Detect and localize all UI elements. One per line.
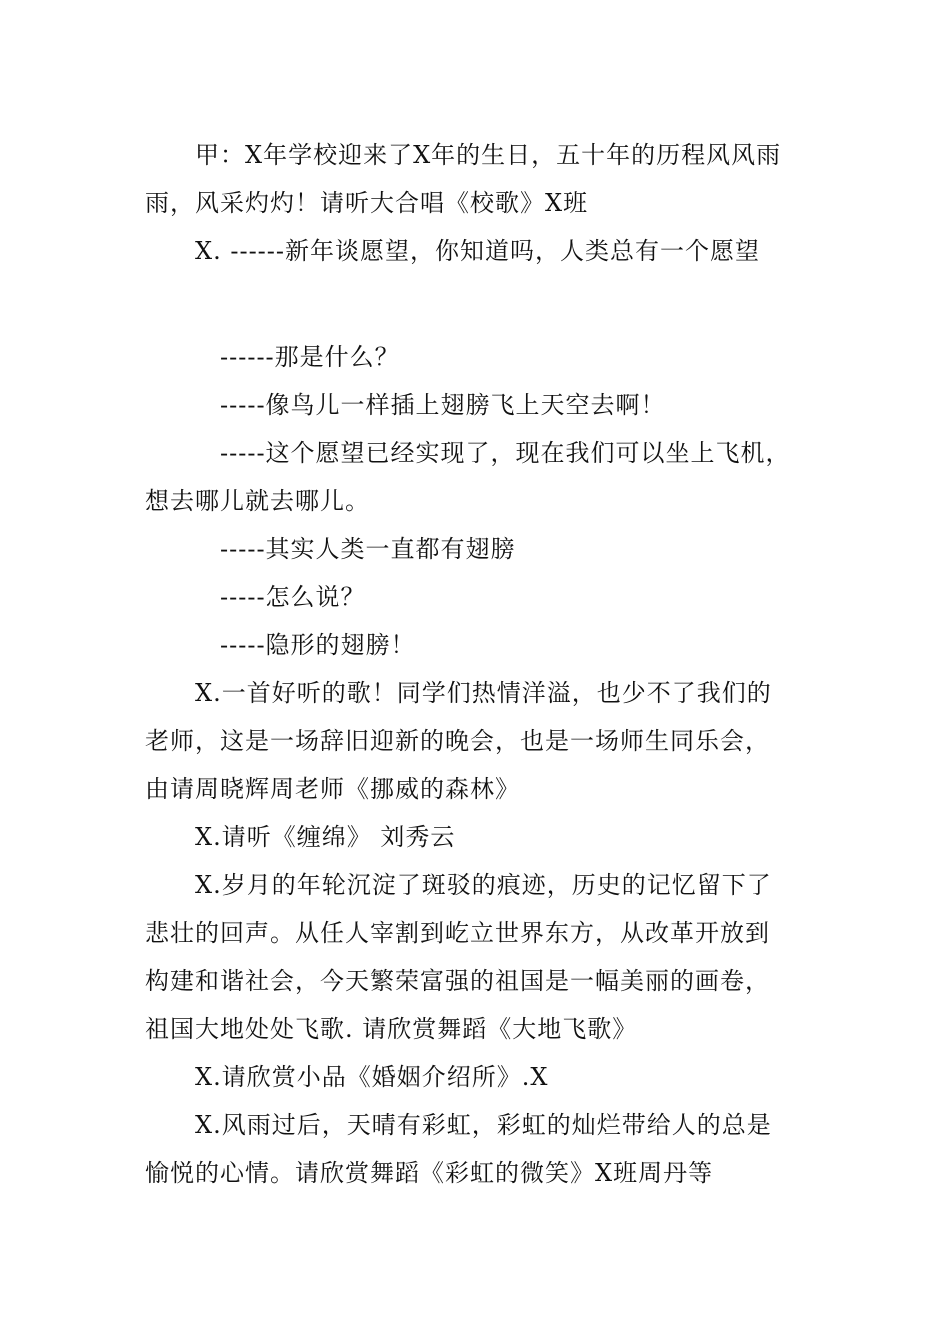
paragraph-line: X.岁月的年轮沉淀了斑驳的痕迹，历史的记忆留下了 [195, 871, 772, 899]
paragraph-line: 想去哪儿就去哪儿。 [145, 487, 370, 515]
dialogue-line: -----其实人类一直都有翅膀 [220, 535, 516, 563]
paragraph-line: X.风雨过后，天晴有彩虹，彩虹的灿烂带给人的总是 [195, 1111, 772, 1139]
document-body [145, 131, 807, 1197]
dialogue-line: -----隐形的翅膀！ [220, 631, 416, 659]
paragraph-line: 祖国大地处处飞歌. 请欣赏舞蹈《大地飞歌》 [145, 1015, 638, 1043]
dialogue-line: -----怎么说？ [220, 583, 366, 611]
paragraph-line: 雨，风采灼灼！请听大合唱《校歌》X班 [145, 189, 589, 217]
paragraph-line: 老师，这是一场辞旧迎新的晚会，也是一场师生同乐会， [145, 727, 770, 755]
blank-line [145, 275, 807, 333]
paragraph-line: 由请周晓辉周老师《挪威的森林》 [145, 775, 520, 803]
paragraph-line: 构建和谐社会，今天繁荣富强的祖国是一幅美丽的画卷， [145, 967, 770, 995]
paragraph-line: 甲：X年学校迎来了X年的生日，五十年的历程风风雨 [195, 141, 782, 169]
paragraph-line: 悲壮的回声。从任人宰割到屹立世界东方，从改革开放到 [145, 919, 770, 947]
paragraph-line: X. ------新年谈愿望，你知道吗，人类总有一个愿望 [195, 237, 760, 265]
paragraph-line: X.一首好听的歌！同学们热情洋溢，也少不了我们的 [195, 679, 772, 707]
paragraph-line: X.请欣赏小品《婚姻介绍所》.X [195, 1063, 549, 1091]
paragraph-line: 愉悦的心情。请欣赏舞蹈《彩虹的微笑》X班周丹等 [145, 1159, 714, 1187]
dialogue-line: ------那是什么？ [220, 343, 400, 371]
dialogue-line: -----这个愿望已经实现了，现在我们可以坐上飞机， [220, 439, 791, 467]
dialogue-line: -----像鸟儿一样插上翅膀飞上天空去啊！ [220, 391, 666, 419]
paragraph-line: X.请听《缠绵》 刘秀云 [195, 823, 456, 851]
